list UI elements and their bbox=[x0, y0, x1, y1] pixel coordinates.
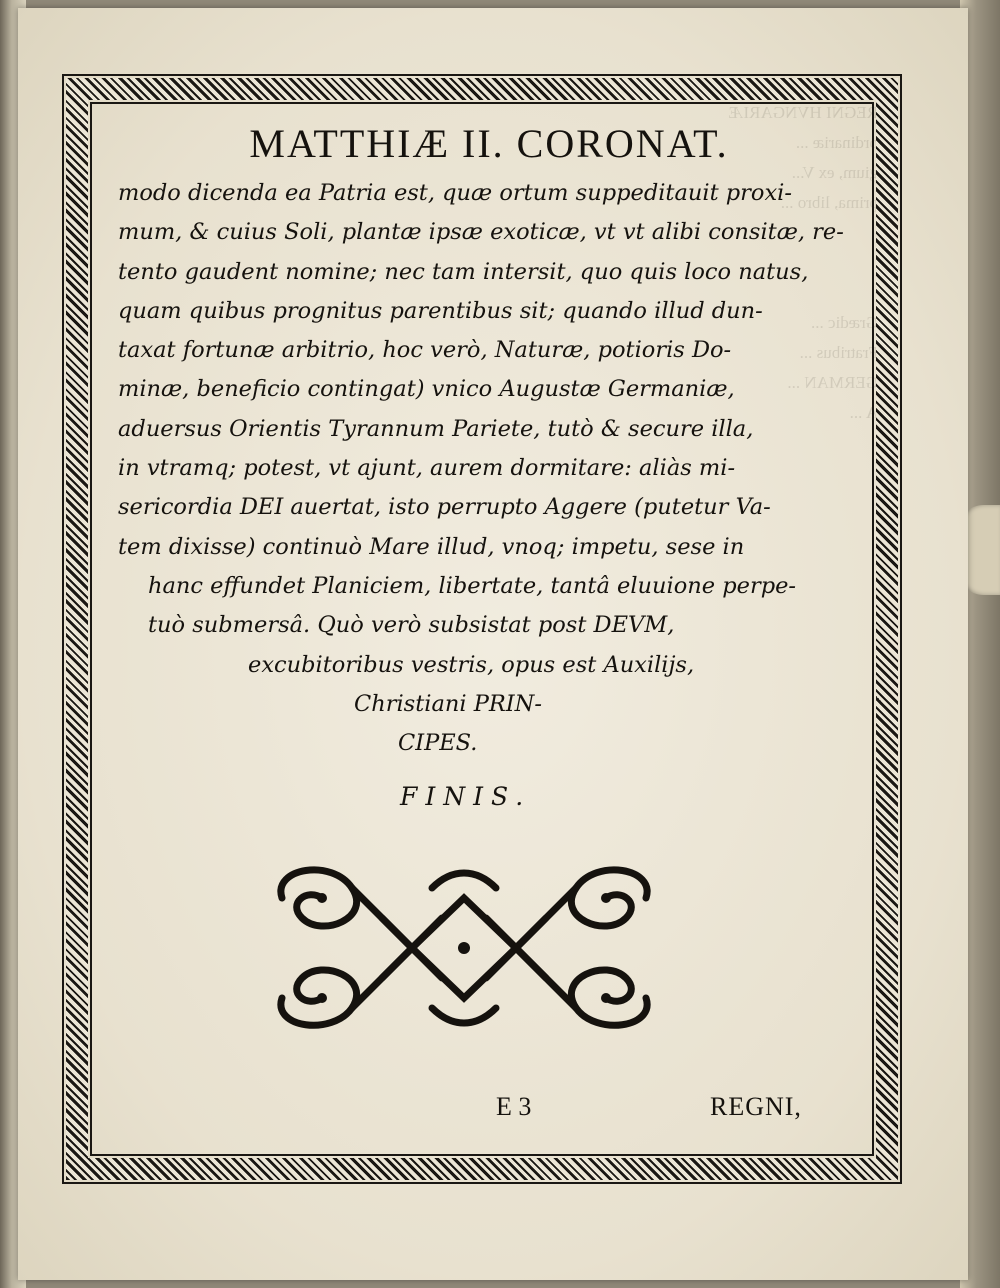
body-line-15: CIPES. bbox=[398, 730, 478, 757]
finis-text: FINIS. bbox=[400, 782, 532, 811]
running-title: MATTHIÆ II. CORONAT. bbox=[249, 121, 729, 166]
body-line-9: sericordia DEI auertat, isto perrupto Aggere (putetur Va- bbox=[118, 494, 771, 521]
main-text-block bbox=[118, 120, 860, 763]
body-line-12: tuò submersâ. Quò verò subsistat post DEVM, bbox=[148, 612, 675, 639]
body-line-6: minæ, beneficio contingat) vnico Augustæ Germaniæ, bbox=[118, 376, 735, 403]
signature-mark: E 3 bbox=[496, 1092, 532, 1121]
body-line-7: aduersus Orientis Tyrannum Pariete, tutò & secure illa, bbox=[118, 415, 754, 442]
body-line-14: Christiani PRIN- bbox=[354, 690, 542, 717]
body-line-3: tento gaudent nomine; nec tam intersit, quo quis loco natus, bbox=[118, 258, 809, 285]
body-line-10: tem dixisse) continuò Mare illud, vnoq; impetu, sese in bbox=[118, 533, 745, 560]
body-line-4: quam quibus prognitus parentibus sit; quando illud dun- bbox=[118, 297, 763, 324]
body-line-1: modo dicenda ea Patria est, quæ ortum suppeditauit proxi- bbox=[118, 180, 792, 206]
body-line-2: mum, & cuius Soli, plantæ ipsæ exoticæ, vt vt alibi consitæ, re- bbox=[118, 219, 844, 246]
body-line-13: excubitoribus vestris, opus est Auxilijs, bbox=[248, 651, 695, 678]
knotwork-ornament bbox=[262, 858, 666, 1036]
body-line-11: hanc effundet Planiciem, libertate, tantâ eluuione perpe- bbox=[148, 572, 797, 599]
body-line-5: taxat fortunæ arbitrio, hoc verò, Naturæ, potioris Do- bbox=[118, 337, 732, 364]
catchword: REGNI, bbox=[710, 1092, 802, 1121]
bleed-through-text: REGNI HVNGARIÆ ordinariæ ... gium, ex V... prima, libro ... Grædic ... Fratribus ... GERMAN ... A ... bbox=[728, 103, 878, 422]
body-line-8: in vtramq; potest, vt ajunt, aurem dormitare: aliàs mi- bbox=[118, 455, 736, 482]
